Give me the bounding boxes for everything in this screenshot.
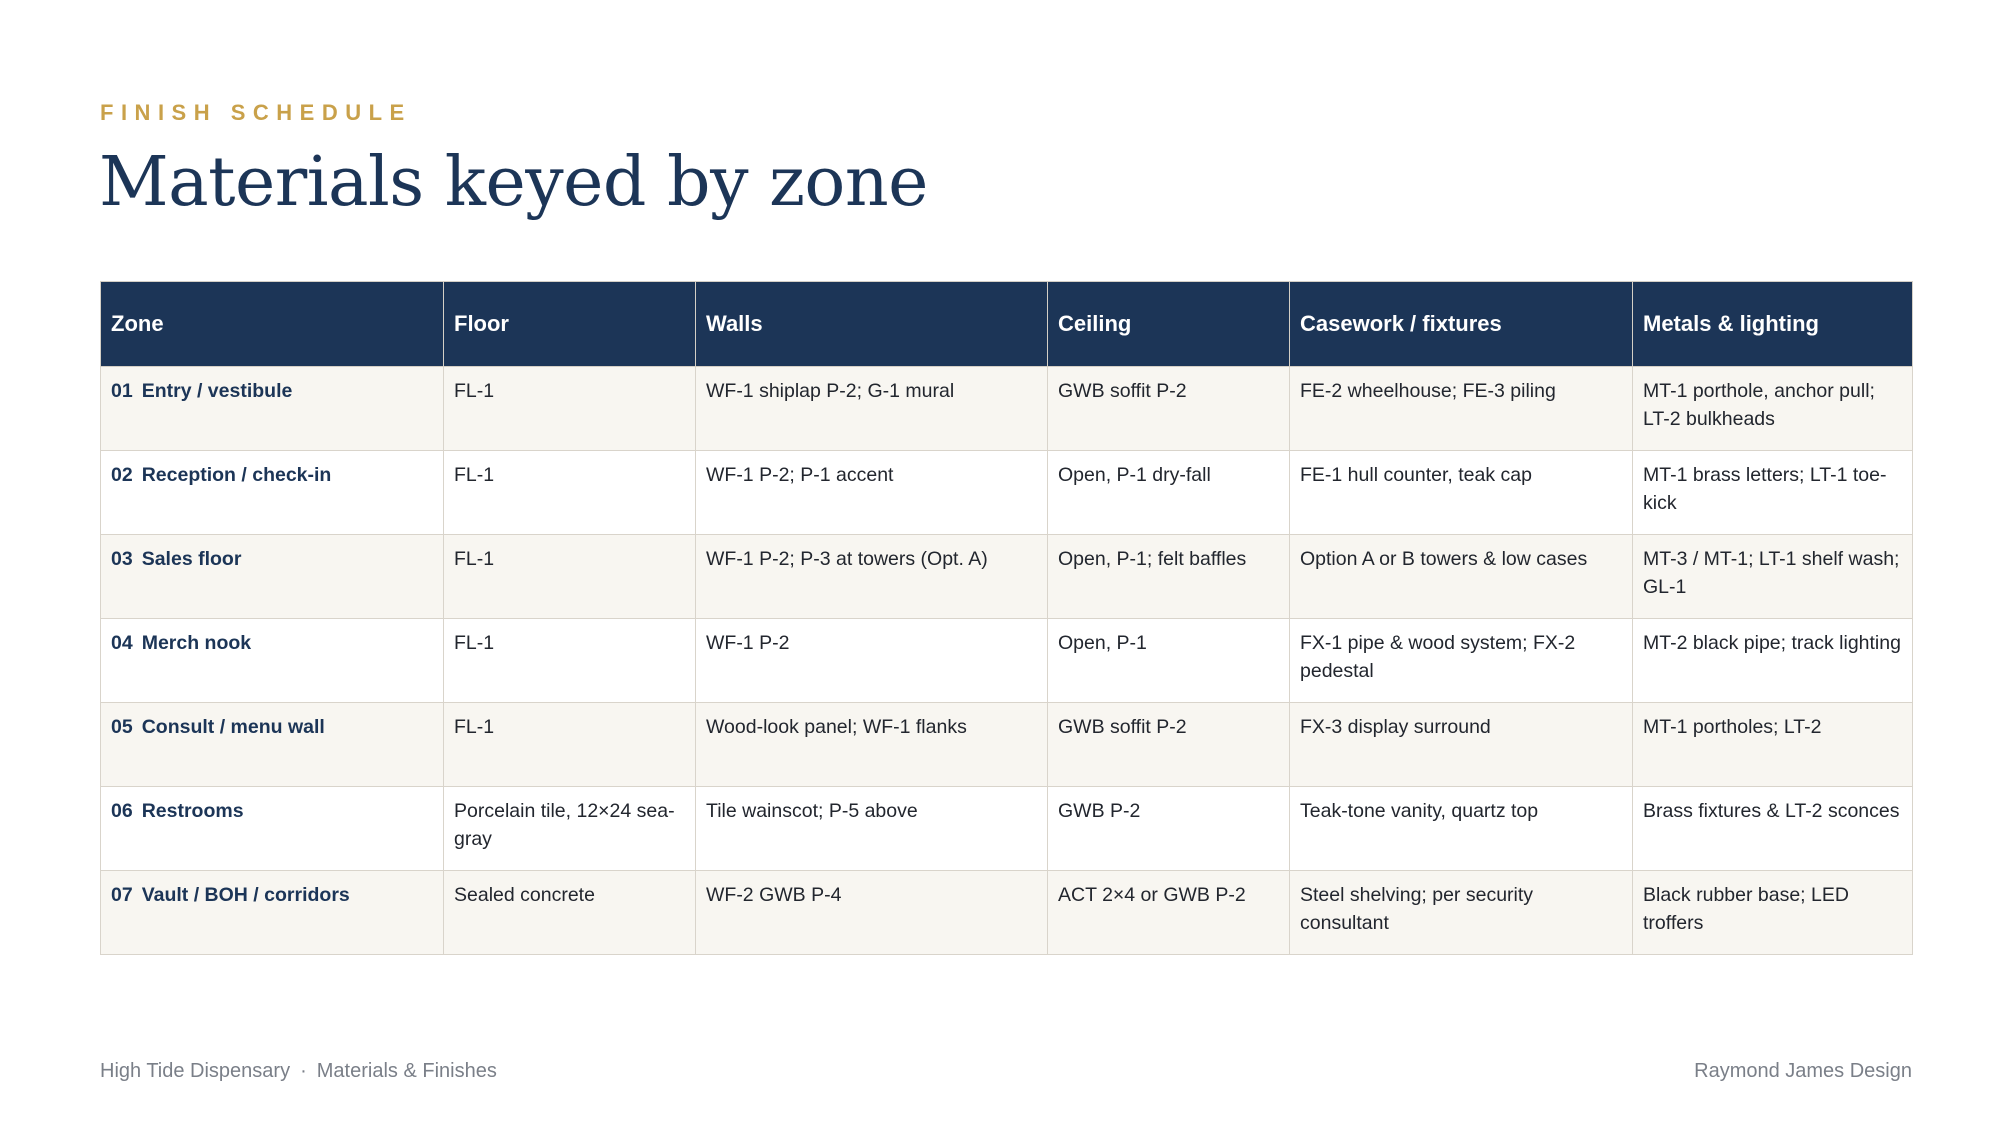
walls-cell: Tile wainscot; P-5 above bbox=[696, 787, 1048, 871]
metals-lighting-cell: MT-1 portholes; LT-2 bbox=[1633, 703, 1913, 787]
footer-section-name: Materials & Finishes bbox=[316, 1060, 497, 1082]
column-header-walls: Walls bbox=[696, 282, 1048, 367]
zone-number: 07 bbox=[111, 884, 133, 906]
metals-lighting-cell: MT-1 porthole, anchor pull; LT-2 bulkheads bbox=[1633, 367, 1913, 451]
floor-cell: FL-1 bbox=[444, 619, 696, 703]
ceiling-cell: GWB soffit P-2 bbox=[1048, 703, 1290, 787]
footer-project-name: High Tide Dispensary bbox=[100, 1060, 291, 1082]
table-row bbox=[101, 619, 1913, 703]
metals-lighting-cell: Brass fixtures & LT-2 sconces bbox=[1633, 787, 1913, 871]
table-row bbox=[101, 451, 1913, 535]
column-header-metals-lighting: Metals & lighting bbox=[1633, 282, 1913, 367]
walls-cell: WF-1 shiplap P-2; G-1 mural bbox=[696, 367, 1048, 451]
footer-firm-name: Raymond James Design bbox=[1694, 1060, 1912, 1082]
section-eyebrow: FINISH SCHEDULE bbox=[100, 100, 412, 125]
footer-separator: · bbox=[300, 1060, 307, 1082]
zone-cell bbox=[101, 367, 444, 451]
zone-number: 03 bbox=[111, 548, 133, 570]
zone-name: Consult / menu wall bbox=[141, 716, 325, 738]
casework-cell: FE-2 wheelhouse; FE-3 piling bbox=[1290, 367, 1633, 451]
finish-schedule-table bbox=[100, 281, 1913, 955]
ceiling-cell: GWB soffit P-2 bbox=[1048, 367, 1290, 451]
floor-cell: FL-1 bbox=[444, 451, 696, 535]
zone-cell bbox=[101, 535, 444, 619]
walls-cell: WF-1 P-2; P-1 accent bbox=[696, 451, 1048, 535]
casework-cell: Steel shelving; per security consultant bbox=[1290, 871, 1633, 955]
ceiling-cell: ACT 2×4 or GWB P-2 bbox=[1048, 871, 1290, 955]
table-body bbox=[101, 367, 1913, 955]
walls-cell: WF-1 P-2; P-3 at towers (Opt. A) bbox=[696, 535, 1048, 619]
floor-cell: FL-1 bbox=[444, 535, 696, 619]
column-header-ceiling: Ceiling bbox=[1048, 282, 1290, 367]
walls-cell: WF-2 GWB P-4 bbox=[696, 871, 1048, 955]
zone-cell bbox=[101, 619, 444, 703]
column-header-casework: Casework / fixtures bbox=[1290, 282, 1633, 367]
zone-number: 04 bbox=[111, 632, 133, 654]
footer-project-info bbox=[100, 1060, 497, 1083]
ceiling-cell: Open, P-1 dry-fall bbox=[1048, 451, 1290, 535]
metals-lighting-cell: Black rubber base; LED troffers bbox=[1633, 871, 1913, 955]
table-row bbox=[101, 787, 1913, 871]
table-row bbox=[101, 703, 1913, 787]
page-title: Materials keyed by zone bbox=[99, 143, 928, 222]
zone-number: 01 bbox=[111, 380, 133, 402]
casework-cell: FX-3 display surround bbox=[1290, 703, 1633, 787]
floor-cell: FL-1 bbox=[444, 703, 696, 787]
floor-cell: FL-1 bbox=[444, 367, 696, 451]
zone-cell bbox=[101, 451, 444, 535]
zone-name: Entry / vestibule bbox=[141, 380, 293, 402]
metals-lighting-cell: MT-2 black pipe; track lighting bbox=[1633, 619, 1913, 703]
zone-name: Merch nook bbox=[141, 632, 252, 654]
zone-cell bbox=[101, 787, 444, 871]
ceiling-cell: Open, P-1 bbox=[1048, 619, 1290, 703]
floor-cell: Sealed concrete bbox=[444, 871, 696, 955]
casework-cell: FE-1 hull counter, teak cap bbox=[1290, 451, 1633, 535]
zone-number: 06 bbox=[111, 800, 133, 822]
zone-name: Restrooms bbox=[141, 800, 244, 822]
table-row bbox=[101, 367, 1913, 451]
zone-name: Sales floor bbox=[141, 548, 242, 570]
casework-cell: FX-1 pipe & wood system; FX-2 pedestal bbox=[1290, 619, 1633, 703]
zone-cell bbox=[101, 703, 444, 787]
zone-name: Reception / check-in bbox=[141, 464, 332, 486]
zone-number: 02 bbox=[111, 464, 133, 486]
metals-lighting-cell: MT-1 brass letters; LT-1 toe-kick bbox=[1633, 451, 1913, 535]
floor-cell: Porcelain tile, 12×24 sea-gray bbox=[444, 787, 696, 871]
header-row bbox=[101, 282, 1913, 367]
table-row bbox=[101, 871, 1913, 955]
table-header bbox=[101, 282, 1913, 367]
zone-name: Vault / BOH / corridors bbox=[141, 884, 350, 906]
walls-cell: WF-1 P-2 bbox=[696, 619, 1048, 703]
column-header-floor: Floor bbox=[444, 282, 696, 367]
table-row bbox=[101, 535, 1913, 619]
zone-number: 05 bbox=[111, 716, 133, 738]
metals-lighting-cell: MT-3 / MT-1; LT-1 shelf wash; GL-1 bbox=[1633, 535, 1913, 619]
ceiling-cell: GWB P-2 bbox=[1048, 787, 1290, 871]
zone-cell bbox=[101, 871, 444, 955]
casework-cell: Option A or B towers & low cases bbox=[1290, 535, 1633, 619]
walls-cell: Wood-look panel; WF-1 flanks bbox=[696, 703, 1048, 787]
column-header-zone: Zone bbox=[101, 282, 444, 367]
casework-cell: Teak-tone vanity, quartz top bbox=[1290, 787, 1633, 871]
ceiling-cell: Open, P-1; felt baffles bbox=[1048, 535, 1290, 619]
